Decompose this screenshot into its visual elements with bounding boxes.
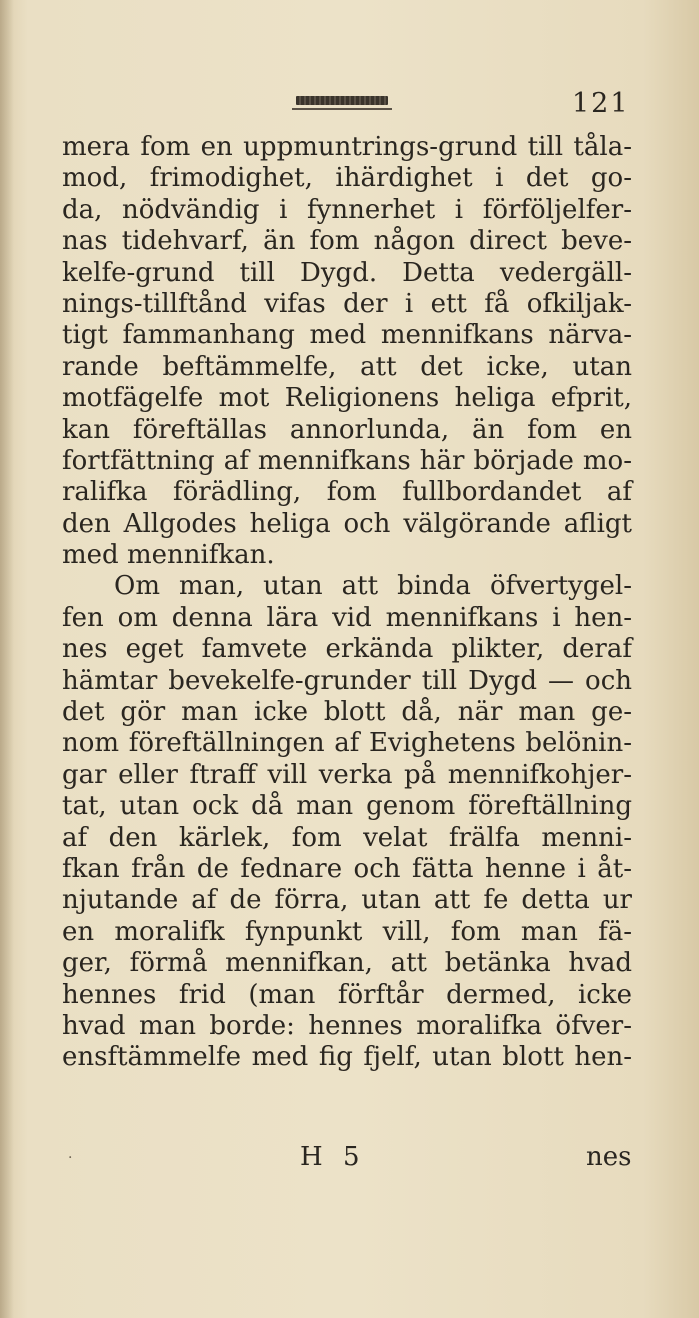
text-line: ralifka förädling, fom fullbordandet af xyxy=(62,477,632,508)
text-line: nings-tillftånd vifas der i ett få ofkiljak- xyxy=(62,288,632,319)
text-line: mera fom en uppmuntrings-grund till tåla- xyxy=(62,132,632,162)
text-line: nes eget famvete erkända plikter, deraf xyxy=(62,634,632,665)
header-ornament-underline xyxy=(292,108,392,110)
text-line-paragraph-end: med mennifkan. xyxy=(62,540,275,571)
text-line: tigt fammanhang med mennifkans närva- xyxy=(62,320,632,351)
text-line: nas tidehvarf, än fom någon direct beve- xyxy=(62,226,632,257)
header-ornament-rule xyxy=(296,96,388,105)
text-line: nom föreftällningen af Evighetens belönin- xyxy=(62,728,632,759)
text-line: ger, förmå mennifkan, att betänka hvad xyxy=(62,948,632,979)
text-line: den Allgodes heliga och välgörande afligt xyxy=(62,508,632,539)
text-line: tat, utan ock då man genom föreftällning xyxy=(62,791,632,822)
text-line: fkan från de fednare och fätta henne i åt- xyxy=(62,853,632,884)
text-line: ensftämmelfe med fig fjelf, utan blott hen- xyxy=(62,1042,632,1073)
text-line: mod, frimodighet, ihärdighet i det go- xyxy=(62,163,632,194)
text-line: kelfe-grund till Dygd. Detta vedergäll- xyxy=(62,257,632,288)
text-line: motfägelfe mot Religionens heliga efprit, xyxy=(62,383,632,414)
text-line: af den kärlek, fom velat frälfa menni- xyxy=(62,822,632,853)
text-line-paragraph-start: Om man, utan att binda öfvertygel- xyxy=(114,571,632,602)
text-line: fortfättning af mennifkans här började mo- xyxy=(62,445,632,476)
text-line: da, nödvändig i fynnerhet i förföljelfer- xyxy=(62,194,632,225)
text-line: en moralifk fynpunkt vill, fom man fä- xyxy=(62,916,632,947)
text-line: det gör man icke blott då, när man ge- xyxy=(62,697,632,728)
page-number: 121 xyxy=(572,88,630,119)
text-line: gar eller ftraff vill verka på mennifkohjer- xyxy=(62,759,632,790)
text-line: kan föreftällas annorlunda, än fom en xyxy=(62,414,632,445)
signature-mark: H 5 xyxy=(300,1142,366,1172)
catchword: nes xyxy=(586,1142,632,1172)
text-line: njutande af de förra, utan att fe detta ur xyxy=(62,885,632,916)
text-line: hämtar bevekelfe-grunder till Dygd — och xyxy=(62,665,632,696)
text-line: fen om denna lära vid mennifkans i hen- xyxy=(62,602,632,633)
page-gutter-shadow xyxy=(0,0,14,1318)
text-line: hvad man borde: hennes moralifka öfver- xyxy=(62,1010,632,1041)
text-line: rande beftämmelfe, att det icke, utan xyxy=(62,351,632,382)
text-line: hennes frid (man förftår dermed, icke xyxy=(62,979,632,1010)
body-text xyxy=(62,132,632,1074)
print-speck: · xyxy=(68,1150,73,1166)
